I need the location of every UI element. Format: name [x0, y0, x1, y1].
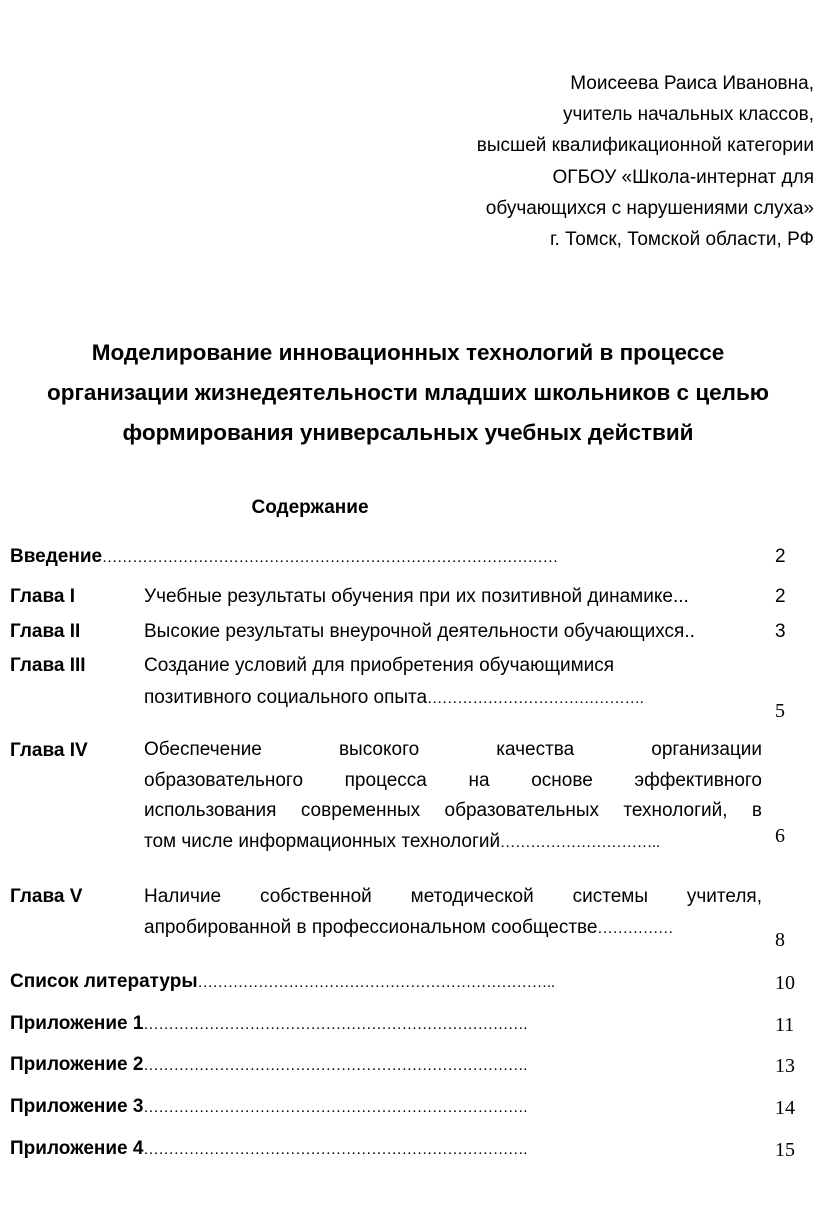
toc-page-number: 13 [775, 1055, 795, 1077]
toc-dots: …………………………………………………………………. [143, 1142, 528, 1158]
author-city: г. Томск, Томской области, РФ [549, 229, 814, 251]
toc-label: Глава I [10, 586, 76, 607]
title-line: формирования универсальных учебных действий [122, 420, 694, 445]
toc-page-number: 3 [775, 621, 786, 642]
toc-text-fragment: позитивного социального опыта [144, 686, 428, 708]
author-school-line2: обучающихся с нарушениями слуха» [485, 197, 814, 219]
toc-page-number: 11 [775, 1014, 795, 1036]
toc-label: Приложение 1 [10, 1013, 144, 1034]
toc-label: Список литературы [10, 971, 198, 992]
toc-dots: …………………………………………………………….. [197, 975, 556, 991]
toc-page-number: 14 [775, 1097, 795, 1119]
author-school-line1: ОГБОУ «Школа-интернат для [552, 166, 814, 188]
toc-label: Введение [10, 546, 103, 567]
toc-page-number: 8 [775, 929, 785, 951]
toc-text-line [144, 912, 762, 945]
toc-dots: ………………………….. [500, 834, 661, 851]
author-block [254, 68, 814, 255]
toc-entry-lead [10, 546, 558, 568]
toc-text-line: образовательного процесса на основе эффективного [144, 769, 762, 791]
toc-label: Глава IV [10, 740, 88, 761]
toc-label: Глава II [10, 621, 81, 642]
title-line: Моделирование инновационных технологий в процессе [91, 340, 725, 365]
toc-label: Приложение 3 [10, 1096, 144, 1117]
toc-page-number: 10 [775, 972, 795, 994]
document-title [0, 333, 816, 453]
toc-page-number: 15 [775, 1139, 795, 1161]
toc-label: Глава V [10, 886, 83, 907]
toc-text [144, 735, 762, 858]
toc-dots: …………………………………………………………………. [143, 1058, 528, 1074]
toc-page-number: 5 [775, 700, 785, 722]
toc-dots: …………… [597, 921, 674, 937]
toc-text-line [144, 682, 762, 716]
toc-text-line: Обеспечение высокого качества организации [144, 739, 762, 760]
toc-page-number: 6 [775, 825, 785, 847]
toc-dots: …………………………………………………………………. [143, 1100, 528, 1116]
toc-entry-lead [10, 1054, 527, 1076]
toc-entry-lead [10, 1138, 527, 1160]
toc-text: Учебные результаты обучения при их позитивной динамике... [144, 586, 689, 607]
toc-dots: ……………………………………………………………………………… [102, 550, 559, 566]
toc-text-fragment: апробированной в профессиональном сообществе [144, 917, 598, 938]
toc-text-line [144, 827, 762, 859]
author-position: учитель начальных классов, [562, 104, 814, 126]
toc-entry-lead [10, 1096, 527, 1118]
toc-text-line: Наличие собственной методической системы учителя, [144, 886, 762, 907]
toc-text-fragment: том числе информационных технологий [144, 830, 501, 852]
toc-label: Приложение 4 [10, 1138, 144, 1159]
toc-entry-lead [10, 1013, 527, 1035]
toc-text-line: Создание условий для приобретения обучающимися [144, 655, 615, 676]
toc-text [144, 650, 762, 715]
toc-text: Высокие результаты внеурочной деятельности обучающихся.. [144, 621, 695, 642]
author-category: высшей квалификационной категории [476, 135, 814, 157]
toc-dots: ……………………………………. [427, 690, 644, 707]
toc-label: Глава III [10, 655, 86, 676]
title-line: организации жизнедеятельности младших школьников с целью [46, 380, 770, 405]
toc-label: Приложение 2 [10, 1054, 144, 1075]
toc-page-number: 2 [775, 546, 786, 567]
toc-dots: …………………………………………………………………. [143, 1017, 528, 1033]
toc-text-line: использования современных образовательных технологий, в [144, 800, 762, 821]
toc-text [144, 881, 762, 945]
toc-entry-lead [10, 971, 555, 993]
toc-heading: Содержание [251, 497, 369, 518]
author-name: Моисеева Раиса Ивановна, [570, 73, 814, 94]
toc-page-number: 2 [775, 586, 786, 607]
